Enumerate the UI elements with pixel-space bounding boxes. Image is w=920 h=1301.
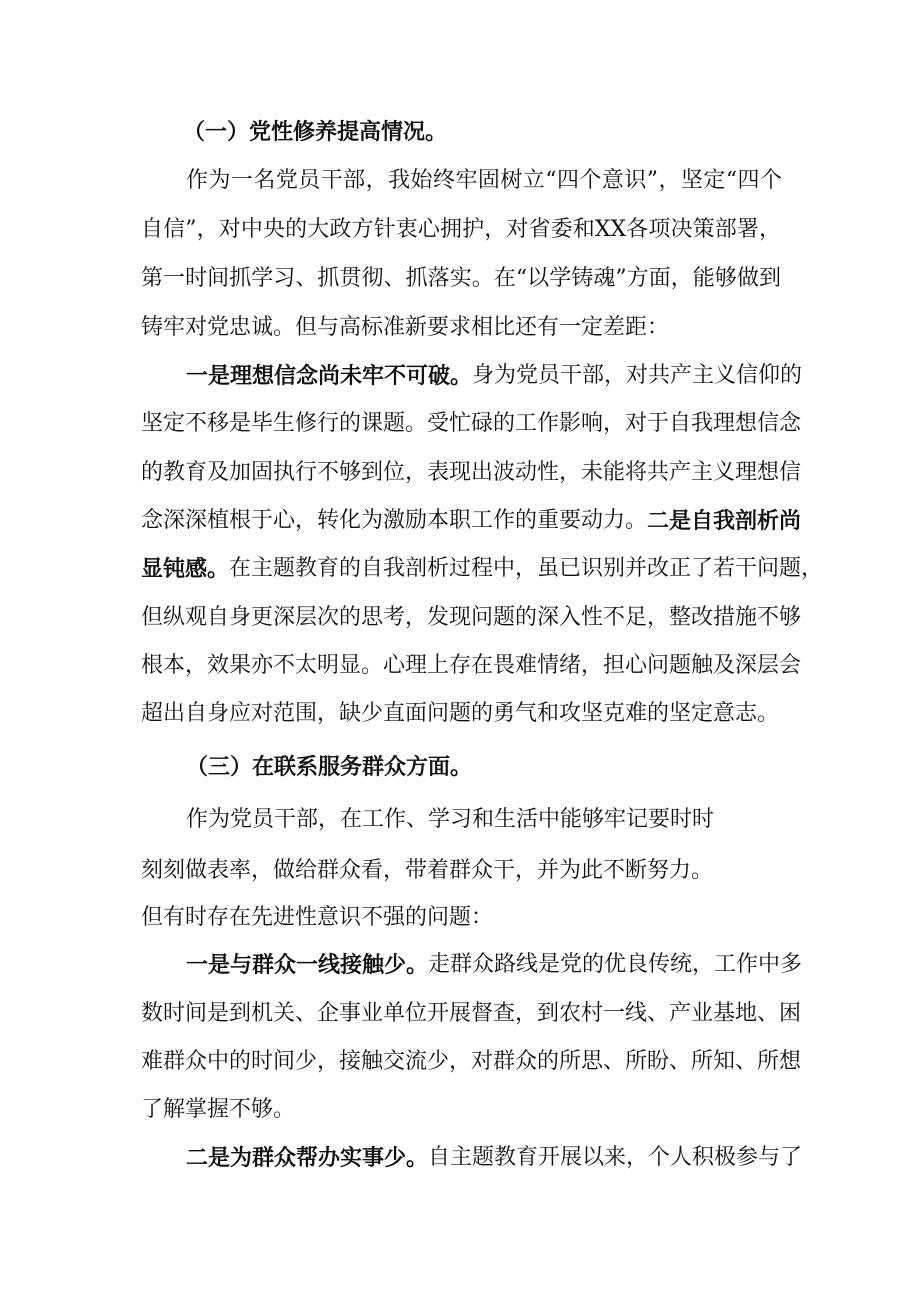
para1-line4: 铸牢对党忠诚。但与高标准新要求相比还有一定差距： (141, 315, 670, 340)
para3-line3: 但有时存在先进性意识不强的问题： (141, 905, 494, 930)
para5-line1 (186, 1143, 803, 1173)
para3-line1: 作为党员干部，在工作、学习和生活中能够牢记要时时 (186, 807, 715, 832)
para2-bold-lead-2: 二是自我剖析尚 (647, 508, 802, 534)
para4-line1-text: 走群众路线是党的优良传统，工作中多 (428, 952, 803, 977)
para1-line3: 第一时间抓学习、抓贯彻、抓落实。在“以学铸魂”方面，能够做到 (141, 266, 781, 291)
para1-line2: 自信”，对中央的大政方针衷心拥护，对省委和XX各项决策部署， (141, 217, 781, 242)
section-heading-3: （三）在联系服务群众方面。 (186, 754, 473, 780)
para2-line1 (186, 361, 803, 391)
para4-line1 (186, 950, 803, 980)
para5-line1-text: 自主题教育开展以来，个人积极参与了 (428, 1145, 803, 1170)
para4-bold-lead: 一是与群众一线接触少。 (186, 952, 429, 978)
section-heading-1: （一）党性修养提高情况。 (183, 119, 448, 145)
para4-line3: 难群众中的时间少，接触交流少，对群众的所思、所盼、所知、所想 (141, 1049, 802, 1074)
para2-line4-text: 念深深植根于心，转化为激励本职工作的重要动力。 (141, 508, 648, 533)
para2-bold-lead-2-cont: 显钝感。 (141, 556, 230, 582)
para2-line3: 的教育及加固执行不够到位，表现出波动性，未能将共产主义理想信 (141, 460, 802, 485)
para2-line6: 但纵观自身更深层次的思考，发现问题的深入性不足，整改措施不够 (141, 605, 802, 630)
para2-line8: 超出自身应对范围，缺少直面问题的勇气和攻坚克难的坚定意志。 (141, 701, 780, 726)
para2-line4 (141, 506, 802, 536)
para4-line2: 数时间是到机关、企事业单位开展督查，到农村一线、产业基地、困 (141, 1001, 802, 1026)
para2-line7: 根本，效果亦不太明显。心理上存在畏难情绪，担心问题触及深层会 (141, 653, 802, 678)
para2-line2: 坚定不移是毕生修行的课题。受忙碌的工作影响，对于自我理想信念 (141, 411, 802, 436)
para2-line1-text: 身为党员干部，对共产主义信仰的 (472, 363, 803, 388)
para2-line5 (141, 554, 824, 584)
para2-bold-lead-1: 一是理想信念尚未牢不可破。 (186, 363, 473, 389)
para1-line1: 作为一名党员干部，我始终牢固树立“四个意识”，坚定“四个 (186, 168, 782, 193)
para2-line5-text: 在主题教育的自我剖析过程中，虽已识别并改正了若干问题， (229, 556, 824, 581)
para4-line4: 了解掌握不够。 (141, 1097, 296, 1122)
para3-line2: 刻刻做表率，做给群众看，带着群众干，并为此不断努力。 (141, 858, 714, 883)
para5-bold-lead: 二是为群众帮办实事少。 (186, 1145, 429, 1171)
